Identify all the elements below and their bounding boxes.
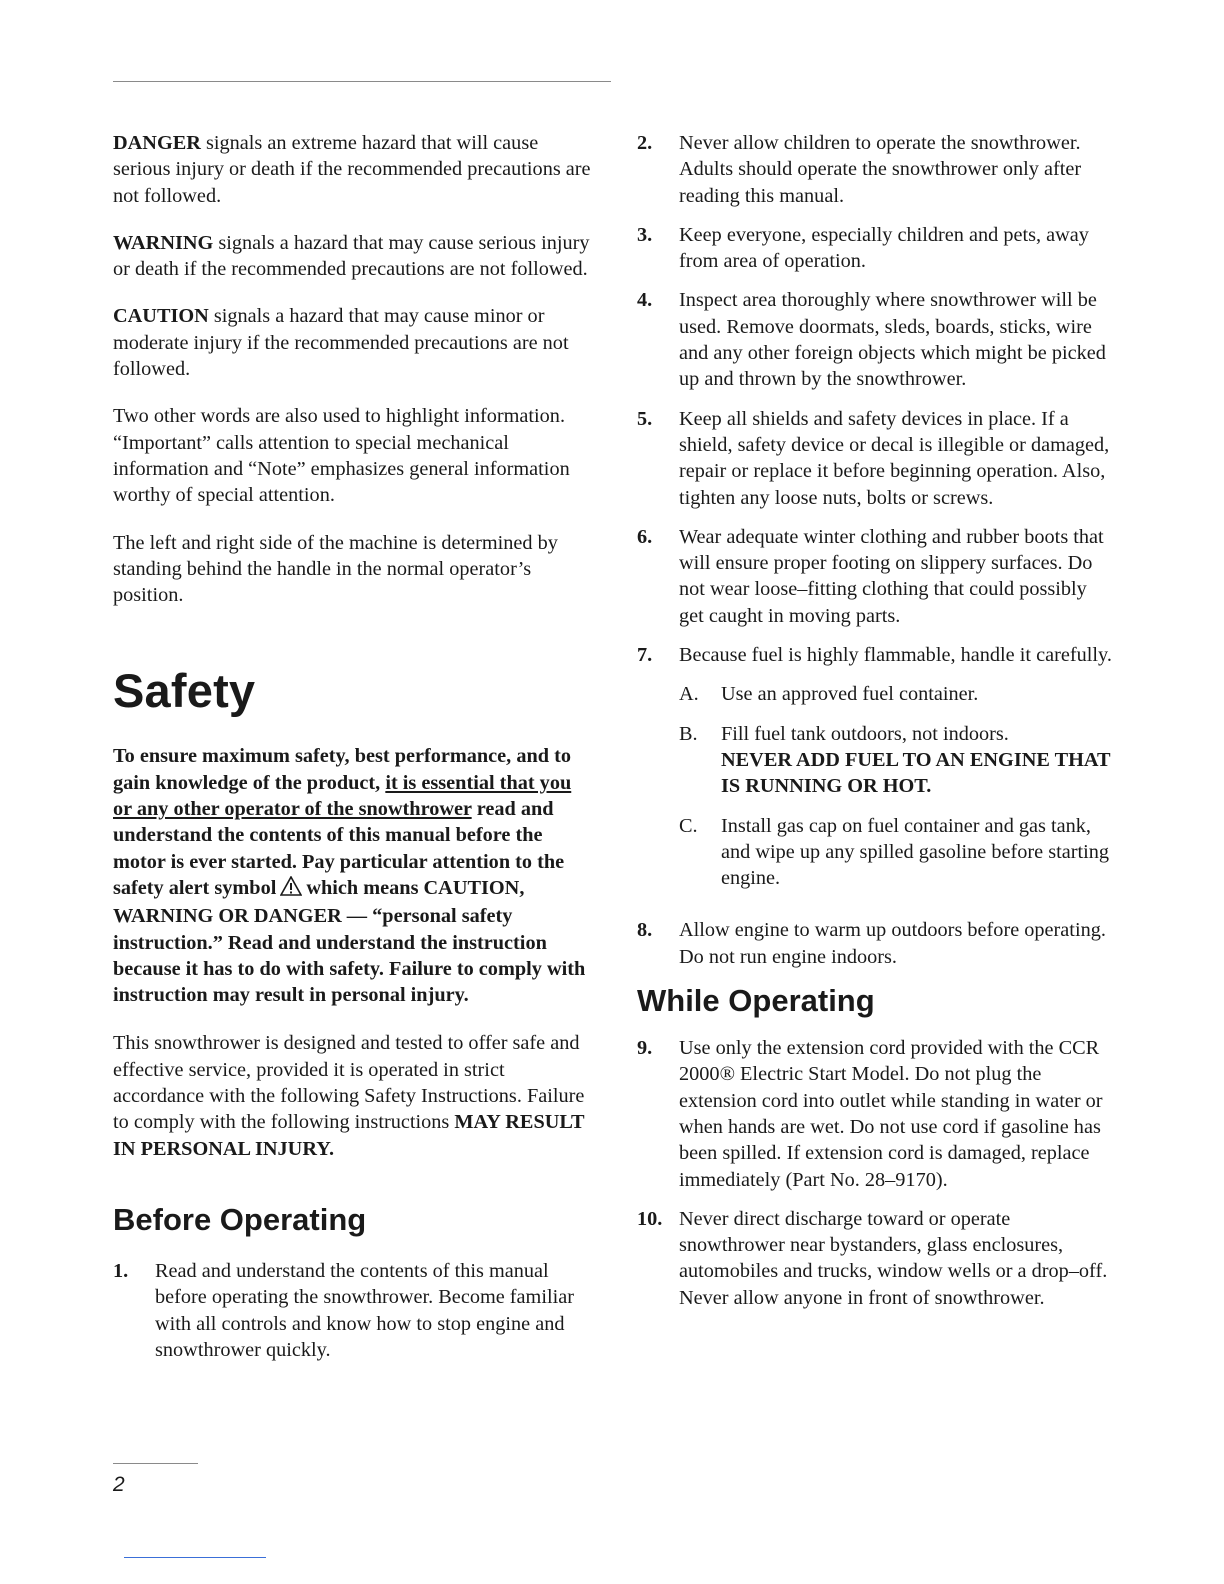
list-item: 4. Inspect area thoroughly where snowthrower will be used. Remove doormats, sleds, boards, sticks, wire and any other foreign objects which might be picked up and thrown by the snowthrower. <box>637 289 1106 391</box>
caution-definition: CAUTION signals a hazard that may cause minor or moderate injury if the recommended precautions are not followed. <box>113 305 569 381</box>
warning-definition: WARNING signals a hazard that may cause serious injury or death if the recommended precautions are not followed. <box>113 231 590 281</box>
before-operating-heading: Before Operating <box>113 1201 367 1237</box>
list-item: 3. Keep everyone, especially children and pets, away from area of operation. <box>637 223 1089 273</box>
design-paragraph: This snowthrower is designed and tested to offer safe and effective service, provided it is operated in strict accordance with the following Safety Instructions. Failure to comply with the following instructions MAY RESULT IN PERSONAL INJURY. <box>113 1032 585 1160</box>
list-item: 9. Use only the extension cord provided with the CCR 2000® Electric Start Model. Do not plug the extension cord into outlet while standing in water or when hands are wet. Do not use cord if gasoline has been spilled. If extension cord is damaged, replace immediately (Part No. 28–9170). <box>637 1037 1103 1191</box>
list-item: 8. Allow engine to warm up outdoors before operating. Do not run engine indoors. <box>637 919 1106 968</box>
sub-item-b: B. Fill fuel tank outdoors, not indoors. NEVER ADD FUEL TO AN ENGINE THAT IS RUNNING OR HOT. <box>679 722 1111 798</box>
left-right-paragraph: The left and right side of the machine is determined by standing behind the handle in the normal operator’s position. <box>113 531 558 607</box>
safety-heading: Safety <box>113 664 256 718</box>
sub-item-a: A. Use an approved fuel container. <box>679 683 979 706</box>
list-item: 10. Never direct discharge toward or operate snowthrower near bystanders, glass enclosures, automobiles and trucks, window wells or a drop–off. Never allow anyone in front of snowthrower. <box>637 1207 1108 1309</box>
footer-rule <box>113 1463 198 1464</box>
list-item: 2. Never allow children to operate the snowthrower. Adults should operate the snowthrower only after reading this manual. <box>637 132 1082 207</box>
list-item: 5. Keep all shields and safety devices in place. If a shield, safety device or decal is illegible or damaged, repair or replace it before beginning operation. Also, tighten any loose nuts, bolts or screws. <box>637 407 1110 509</box>
list-item: 7. Because fuel is highly flammable, handle it carefully. A. Use an approved fuel container. B. Fill fuel tank outdoors, not indoors. NEVER ADD FUEL TO AN ENGINE THAT IS RUNNING OR HOT. C. Install gas cap on fuel container and gas tank, and wipe up any spilled gasoline before starting engine. <box>637 642 1112 904</box>
danger-definition: DANGER signals an extreme hazard that will cause serious injury or death if the recommended precautions are not followed. <box>113 132 591 207</box>
footer-accent-line <box>124 1557 266 1558</box>
header-rule <box>113 81 611 82</box>
list-item: 1. Read and understand the contents of this manual before operating the snowthrower. Become familiar with all controls and know how to stop engine and snowthrower quickly. <box>113 1259 574 1361</box>
right-column <box>637 130 1112 1324</box>
important-note-paragraph: Two other words are also used to highlight information. “Important” calls attention to special mechanical information and “Note” emphasizes general information worthy of special attention. <box>113 405 570 507</box>
left-column <box>113 130 593 1376</box>
list-item: 6. Wear adequate winter clothing and rubber boots that will ensure proper footing on slippery surfaces. Do not wear loose–fitting clothing that could possibly get caught in moving parts. <box>637 525 1104 627</box>
sub-item-c: C. Install gas cap on fuel container and gas tank, and wipe up any spilled gasoline before starting engine. <box>679 814 1110 890</box>
safety-alert-icon <box>280 876 302 903</box>
page-number: 2 <box>113 1473 125 1496</box>
while-operating-heading: While Operating <box>637 983 875 1019</box>
safety-intro: To ensure maximum safety, best performance, and to gain knowledge of the product, it is essential that you or any other operator of the snowthrower read and understand the contents of this manual before the motor is ever started. Pay particular attention to the safety alert symbol which means CAUTION, WARNING OR DANGER — “personal safety instruction.” Read and understand the instruction because it has to do with safety. Failure to comply with instruction may result in personal injury. <box>113 745 586 1007</box>
